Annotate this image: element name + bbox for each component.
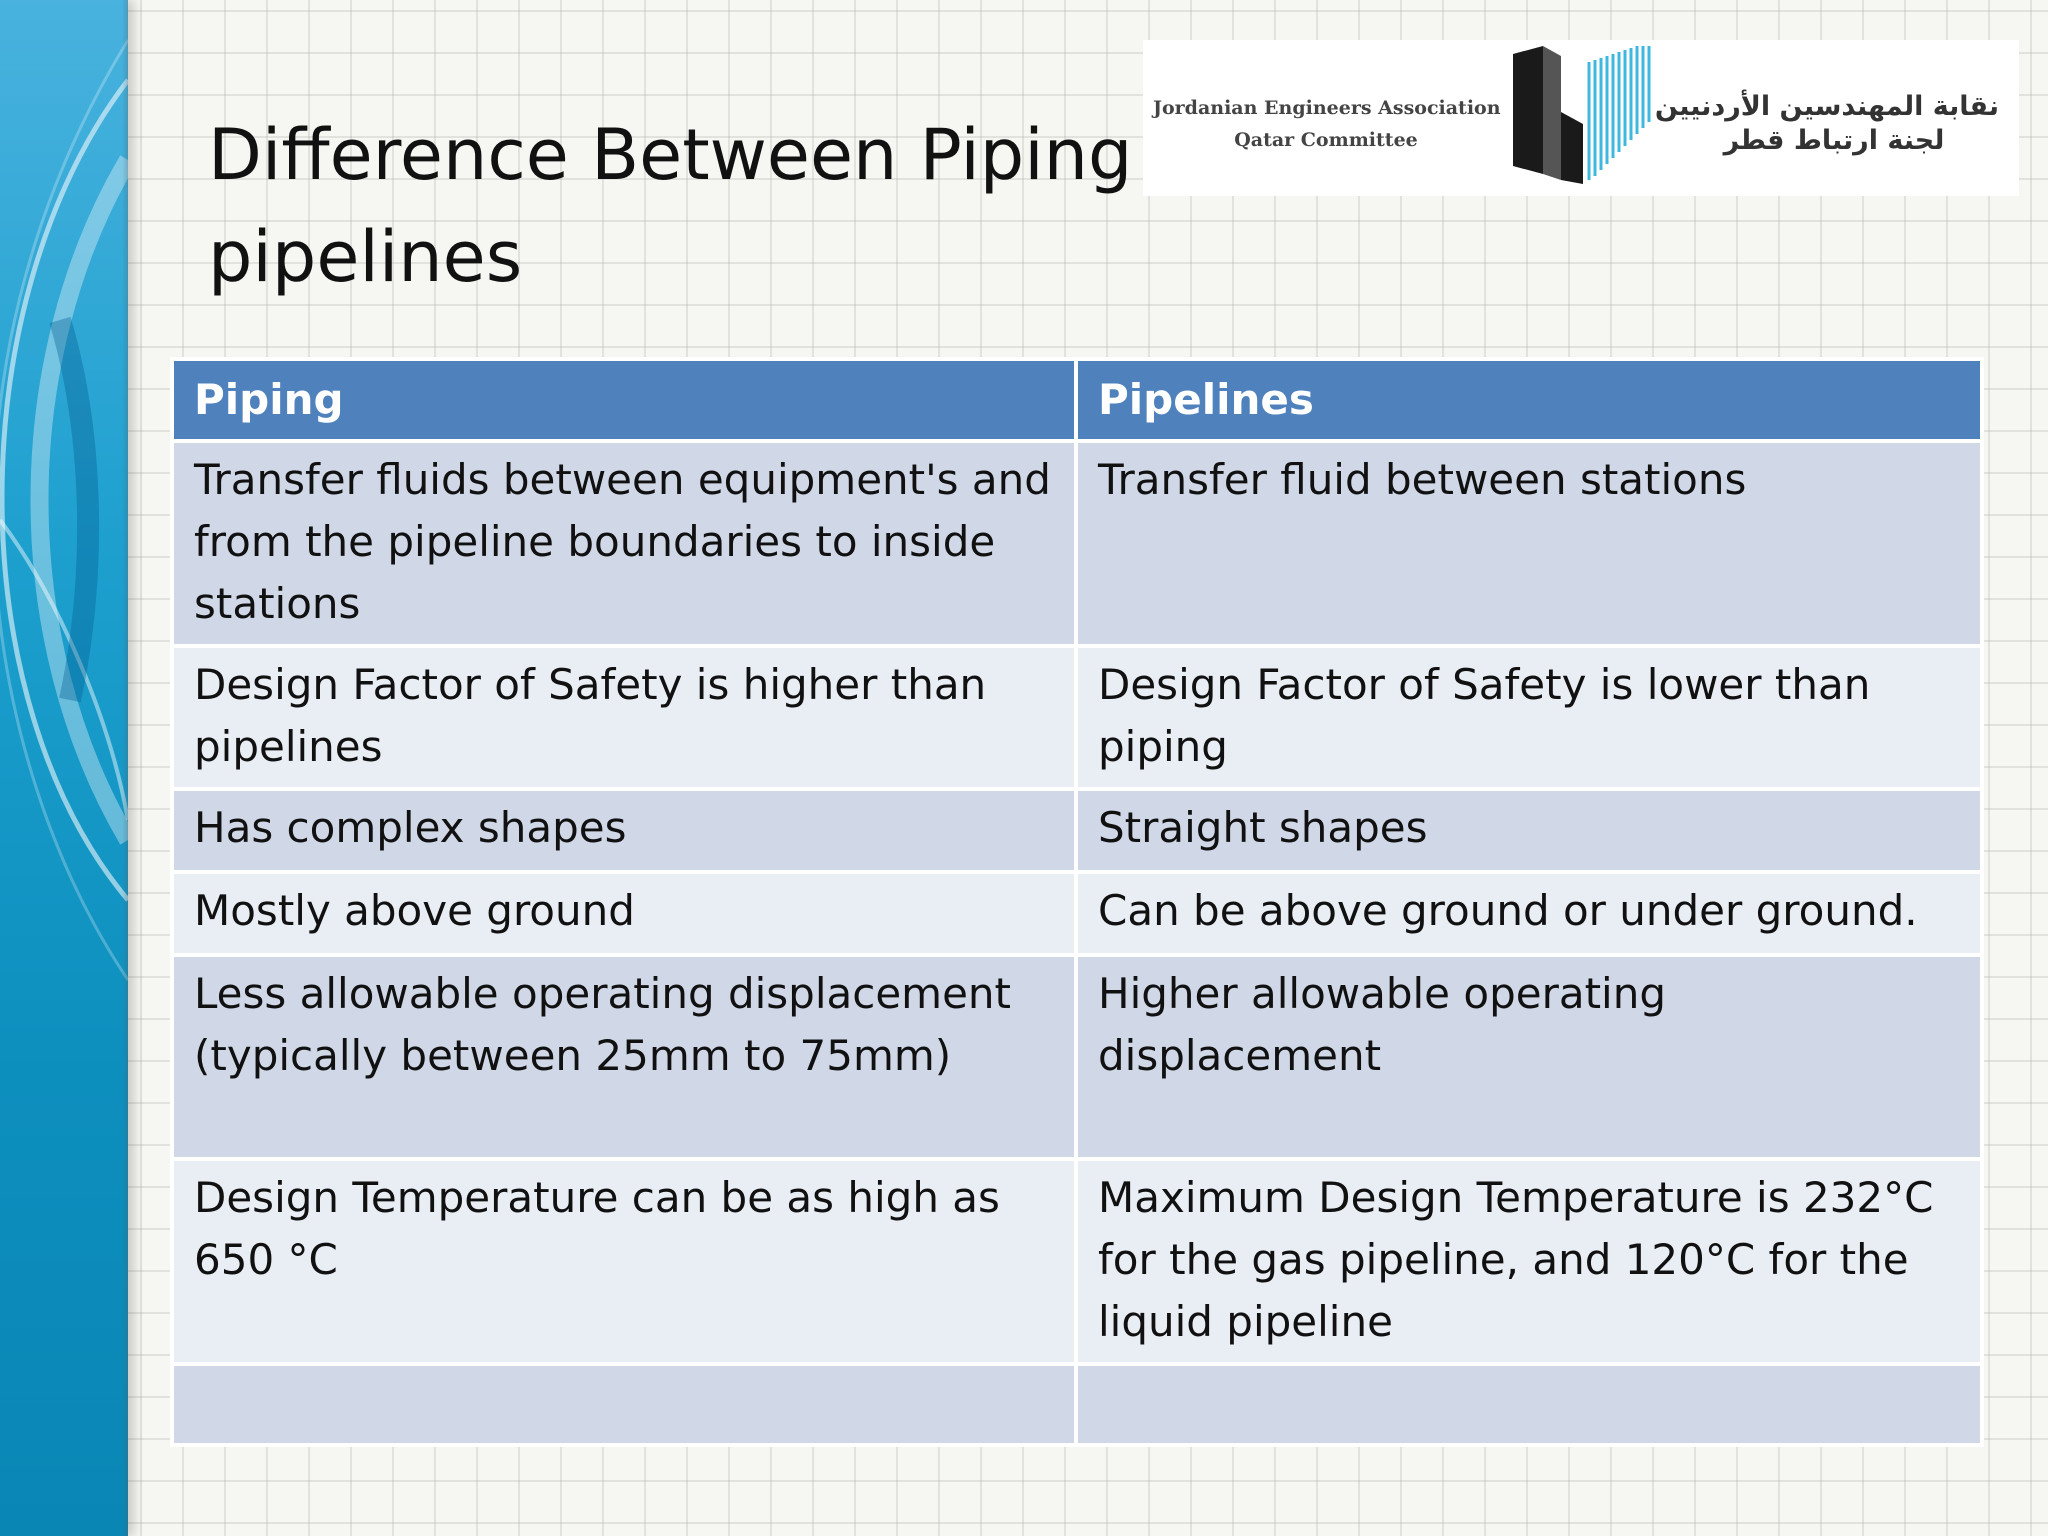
table-cell-pipelines: Transfer fluid between stations [1076,441,1982,646]
table-row [172,955,1982,1159]
table-cell-piping [172,1364,1076,1445]
table-cell-piping: Design Temperature can be as high as 650 °C [172,1159,1076,1364]
table-row [172,646,1982,789]
decorative-side-band [0,0,128,1536]
logo-english-text [1153,92,1499,156]
swoosh-decoration [0,0,128,1536]
logo-english-line1: Jordanian Engineers Association [1153,97,1501,119]
table-cell-pipelines: Maximum Design Temperature is 232°C for the gas pipeline, and 120°C for the liquid pipeline [1076,1159,1982,1364]
logo-arabic-line1: نقابة المهندسين الأردنيين [1654,91,1999,122]
table-row [172,1159,1982,1364]
table-cell-pipelines: Can be above ground or under ground. [1076,872,1982,955]
table-cell-piping: Mostly above ground [172,872,1076,955]
logo-mark-icon [1509,42,1659,192]
table-cell-pipelines: Straight shapes [1076,789,1982,872]
logo-english-line2: Qatar Committee [1234,129,1418,151]
table-header-row [172,359,1982,441]
table-row [172,1364,1982,1445]
slide-title: Difference Between Piping pipelines [208,114,1133,298]
table-row [172,441,1982,646]
header-pipelines: Pipelines [1076,359,1982,441]
table-cell-piping: Transfer fluids between equipment's and from the pipeline boundaries to inside stations [172,441,1076,646]
header-piping: Piping [172,359,1076,441]
table-row [172,789,1982,872]
logo-arabic-line2: لجنة ارتباط قطر [1723,125,1945,156]
table-cell-piping: Design Factor of Safety is higher than pipelines [172,646,1076,789]
logo-arabic-text [1654,90,1999,158]
comparison-table [170,357,1984,1447]
jea-logo [1143,40,2019,196]
table-cell-pipelines [1076,1364,1982,1445]
table-cell-piping: Less allowable operating displacement (typically between 25mm to 75mm) [172,955,1076,1159]
table-cell-pipelines: Higher allowable operating displacement [1076,955,1982,1159]
band-shadow-edge [122,0,128,1536]
table-cell-pipelines: Design Factor of Safety is lower than piping [1076,646,1982,789]
table-row [172,872,1982,955]
table-cell-piping: Has complex shapes [172,789,1076,872]
